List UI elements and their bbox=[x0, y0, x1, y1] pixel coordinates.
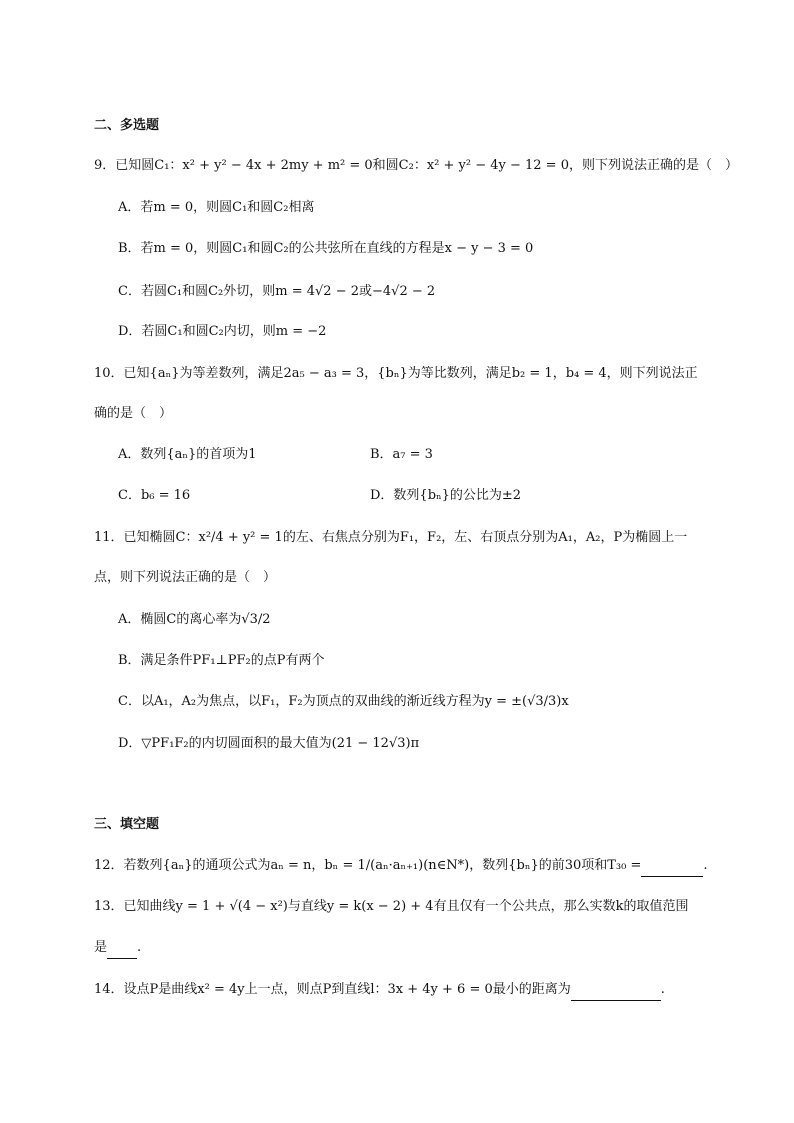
question-11-option-b: B．满足条件PF₁⊥PF₂的点P有两个 bbox=[118, 653, 325, 668]
question-11-option-d: D．▽PF₁F₂的内切圆面积的最大值为(21 − 12√3)π bbox=[118, 736, 420, 751]
question-14 bbox=[94, 982, 665, 1001]
question-14-end: . bbox=[660, 982, 665, 997]
question-9-option-c: C．若圆C₁和圆C₂外切，则m = 4√2 − 2或−4√2 − 2 bbox=[118, 284, 436, 299]
question-10-option-b: B．a₇ = 3 bbox=[370, 447, 433, 462]
question-10-stem-line-1: 10．已知{aₙ}为等差数列，满足2a₅ − a₃ = 3，{bₙ}为等比数列，满足b₂ = 1，b₄ = 4，则下列说法正 bbox=[94, 366, 698, 381]
question-14-text: 14．设点P是曲线x² = 4y上一点，则点P到直线l：3x + 4y + 6 = 0最小的距离为 bbox=[94, 982, 571, 997]
question-11-stem-line-2: 点，则下列说法正确的是（ ） bbox=[94, 570, 277, 585]
question-13-line-2 bbox=[94, 940, 141, 959]
question-12 bbox=[94, 858, 708, 877]
question-11-option-a: A．椭圆C的离心率为√3/2 bbox=[118, 612, 271, 627]
question-13-line-1: 13．已知曲线y = 1 + √(4 − x²)与直线y = k(x − 2) + 4有且仅有一个公共点，那么实数k的取值范围 bbox=[94, 899, 689, 914]
question-10-option-a: A．数列{aₙ}的首项为1 bbox=[118, 447, 257, 462]
question-10-option-d: D．数列{bₙ}的公比为±2 bbox=[370, 488, 522, 503]
section-heading-fill-in: 三、填空题 bbox=[94, 817, 160, 832]
question-9-option-b: B．若m = 0，则圆C₁和圆C₂的公共弦所在直线的方程是x − y − 3 = 0 bbox=[118, 241, 534, 256]
question-12-text: 12．若数列{aₙ}的通项公式为aₙ = n，bₙ = 1/(aₙ·aₙ₊₁)(n∈N*)，数列{bₙ}的前30项和T₃₀ = bbox=[94, 858, 642, 873]
answer-blank-12 bbox=[641, 860, 703, 877]
answer-blank-14 bbox=[571, 984, 661, 1001]
question-9-option-d: D．若圆C₁和圆C₂内切，则m = −2 bbox=[118, 324, 327, 339]
question-11-stem-line-1: 11．已知椭圆C：x²/4 + y² = 1的左、右焦点分别为F₁，F₂，左、右顶点分别为A₁，A₂，P为椭圆上一 bbox=[94, 530, 688, 545]
question-12-end: . bbox=[703, 858, 708, 873]
question-9-option-a: A．若m = 0，则圆C₁和圆C₂相离 bbox=[118, 200, 315, 215]
question-13-text: 是 bbox=[94, 940, 108, 955]
question-10-option-c: C．b₆ = 16 bbox=[118, 488, 191, 503]
question-9-stem: 9．已知圆C₁：x² + y² − 4x + 2my + m² = 0和圆C₂：x² + y² − 4y − 12 = 0，则下列说法正确的是（ ） bbox=[94, 158, 738, 173]
section-heading-multiple-choice: 二、多选题 bbox=[94, 118, 160, 133]
question-10-stem-line-2: 确的是（ ） bbox=[94, 406, 173, 421]
question-13-end: . bbox=[137, 940, 142, 955]
answer-blank-13 bbox=[107, 942, 137, 959]
question-11-option-c: C．以A₁，A₂为焦点，以F₁，F₂为顶点的双曲线的渐近线方程为y = ±(√3/3)x bbox=[118, 694, 569, 709]
